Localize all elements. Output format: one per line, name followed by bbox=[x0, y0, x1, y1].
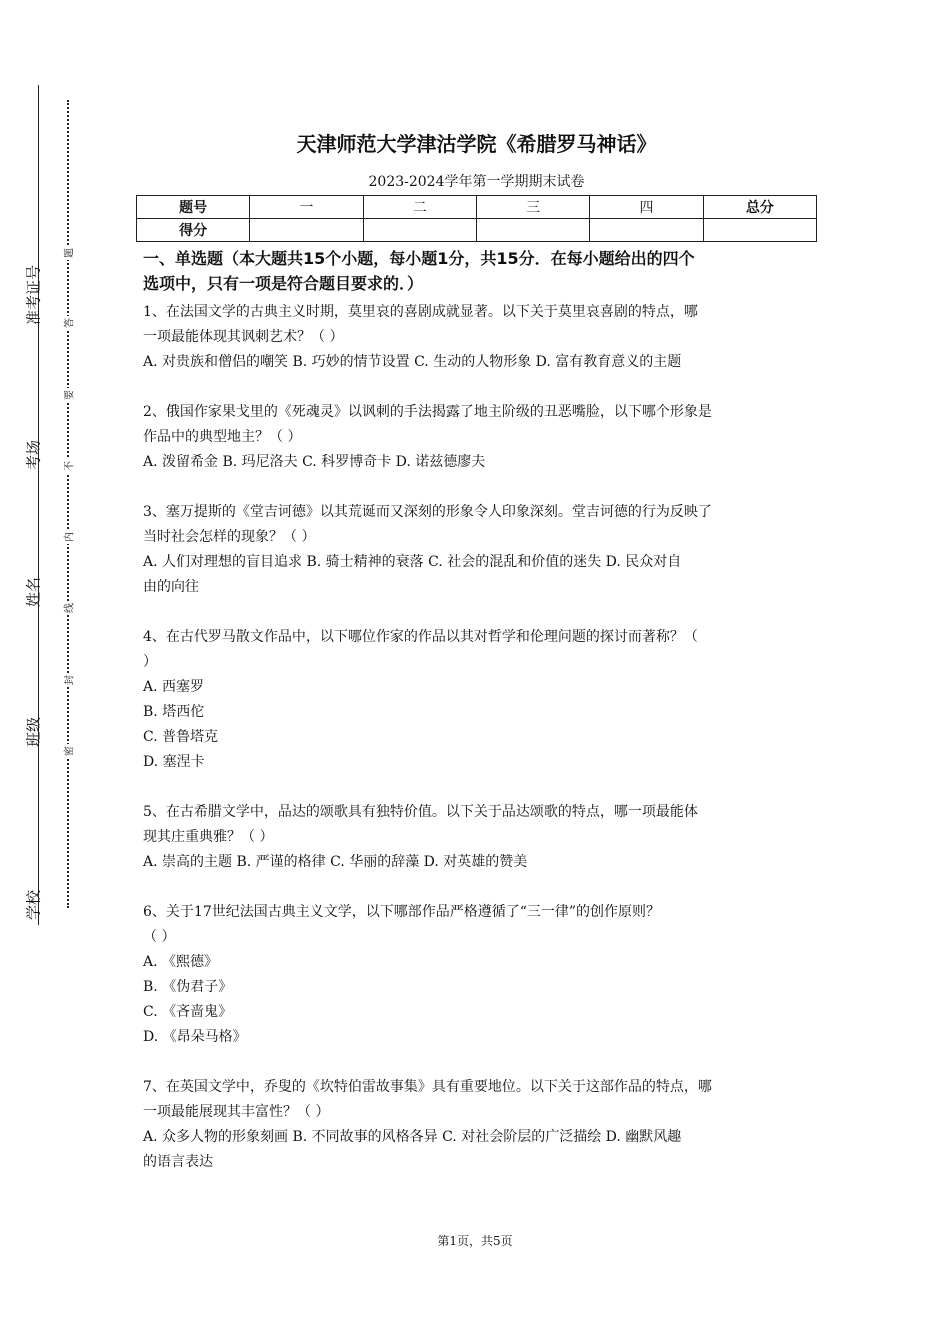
question-5 bbox=[143, 800, 810, 875]
score-table bbox=[136, 195, 817, 242]
question-option: D. 《昂朵马格》 bbox=[143, 1029, 247, 1045]
question-text: 5、在古希腊文学中，品达的颂歌具有独特价值。以下关于品达颂歌的特点，哪一项最能体 bbox=[143, 804, 698, 820]
question-text: 一项最能展现其丰富性？（ ） bbox=[143, 1104, 330, 1120]
question-text: 当时社会怎样的现象？（ ） bbox=[143, 529, 316, 545]
question-text: 2、俄国作家果戈里的《死魂灵》以讽刺的手法揭露了地主阶级的丑恶嘴脸，以下哪个形象是 bbox=[143, 404, 712, 420]
binding-label-school: 学校 bbox=[24, 889, 43, 921]
seal-char: 密 bbox=[61, 744, 76, 758]
seal-char: 封 bbox=[61, 673, 76, 687]
question-text: 7、在英国文学中，乔叟的《坎特伯雷故事集》具有重要地位。以下关于这部作品的特点，哪 bbox=[143, 1079, 712, 1095]
question-text: 一项最能体现其讽刺艺术？（ ） bbox=[143, 329, 344, 345]
question-1 bbox=[143, 300, 810, 375]
section-heading-line: 一、单选题（本大题共15个小题，每小题1分，共15分．在每小题给出的四个 bbox=[143, 249, 695, 268]
score-table-header-row bbox=[137, 196, 817, 219]
question-text: ） bbox=[143, 654, 157, 670]
exam-subtitle: 2023-2024学年第一学期期末试卷 bbox=[368, 174, 585, 190]
exam-title: 天津师范大学津沽学院《希腊罗马神话》 bbox=[296, 132, 657, 156]
seal-char: 题 bbox=[61, 246, 76, 260]
score-input-cell[interactable] bbox=[363, 219, 476, 242]
question-text: 6、关于17世纪法国古典主义文学，以下哪部作品严格遵循了“三一律”的创作原则？ bbox=[143, 904, 661, 920]
question-options: A. 人们对理想的盲目追求 B. 骑士精神的衰落 C. 社会的混乱和价值的迷失 D. 民众对自 bbox=[143, 554, 682, 570]
question-options: A. 对贵族和僧侣的嘲笑 B. 巧妙的情节设置 C. 生动的人物形象 D. 富有教育意义的主题 bbox=[143, 354, 682, 370]
score-input-cell[interactable] bbox=[590, 219, 703, 242]
binding-solid-line bbox=[38, 85, 39, 925]
question-options: A. 泼留希金 B. 玛尼洛夫 C. 科罗博奇卡 D. 诺兹德廖夫 bbox=[143, 454, 486, 470]
question-7 bbox=[143, 1075, 810, 1175]
seal-char: 要 bbox=[61, 388, 76, 402]
score-cell: 二 bbox=[363, 196, 476, 219]
question-options: A. 众多人物的形象刻画 B. 不同故事的风格各异 C. 对社会阶层的广泛描绘 D. 幽默风趣 bbox=[143, 1129, 682, 1145]
seal-char: 不 bbox=[61, 459, 76, 473]
exam-content bbox=[143, 128, 810, 1200]
question-6 bbox=[143, 900, 810, 1050]
question-4 bbox=[143, 625, 810, 775]
question-text: 现其庄重典雅？（ ） bbox=[143, 829, 274, 845]
score-table-score-row bbox=[137, 219, 817, 242]
question-text: 3、塞万提斯的《堂吉诃德》以其荒诞而又深刻的形象令人印象深刻。堂吉诃德的行为反映了 bbox=[143, 504, 712, 520]
question-2 bbox=[143, 400, 810, 475]
seal-char: 线 bbox=[61, 601, 76, 615]
section-heading bbox=[143, 246, 810, 296]
binding-label-exam-number: 准考证号 bbox=[24, 264, 43, 326]
binding-label-class: 班级 bbox=[24, 716, 43, 748]
score-input-cell[interactable] bbox=[476, 219, 589, 242]
question-option: A. 西塞罗 bbox=[143, 679, 205, 695]
score-cell: 得分 bbox=[137, 219, 250, 242]
score-cell: 三 bbox=[476, 196, 589, 219]
binding-label-name: 姓名 bbox=[24, 576, 43, 608]
seal-char: 答 bbox=[61, 316, 76, 330]
question-options: 由的向往 bbox=[143, 579, 199, 595]
score-input-cell[interactable] bbox=[250, 219, 363, 242]
score-cell: 总分 bbox=[703, 196, 816, 219]
question-text: 1、在法国文学的古典主义时期，莫里哀的喜剧成就显著。以下关于莫里哀喜剧的特点，哪 bbox=[143, 304, 698, 320]
question-option: C. 普鲁塔克 bbox=[143, 729, 219, 745]
question-option: C. 《吝啬鬼》 bbox=[143, 1004, 233, 1020]
question-3 bbox=[143, 500, 810, 600]
binding-label-exam-room: 考场 bbox=[24, 439, 43, 471]
question-options: A. 崇高的主题 B. 严谨的格律 C. 华丽的辞藻 D. 对英雄的赞美 bbox=[143, 854, 528, 870]
question-text: （ ） bbox=[143, 929, 176, 945]
score-input-cell[interactable] bbox=[703, 219, 816, 242]
seal-char: 内 bbox=[61, 530, 76, 544]
question-options: 的语言表达 bbox=[143, 1154, 213, 1170]
question-option: B. 《伪君子》 bbox=[143, 979, 233, 995]
question-option: D. 塞涅卡 bbox=[143, 754, 205, 770]
page-footer: 第1页，共5页 bbox=[437, 1234, 513, 1248]
score-cell: 四 bbox=[590, 196, 703, 219]
section-heading-line: 选项中，只有一项是符合题目要求的．） bbox=[143, 274, 424, 293]
question-option: A. 《熙德》 bbox=[143, 954, 219, 970]
question-option: B. 塔西佗 bbox=[143, 704, 205, 720]
question-text: 作品中的典型地主？（ ） bbox=[143, 429, 302, 445]
binding-dotted-line bbox=[67, 100, 69, 908]
score-cell: 一 bbox=[250, 196, 363, 219]
score-cell: 题号 bbox=[137, 196, 250, 219]
question-text: 4、在古代罗马散文作品中，以下哪位作家的作品以其对哲学和伦理问题的探讨而著称？（ bbox=[143, 629, 698, 645]
